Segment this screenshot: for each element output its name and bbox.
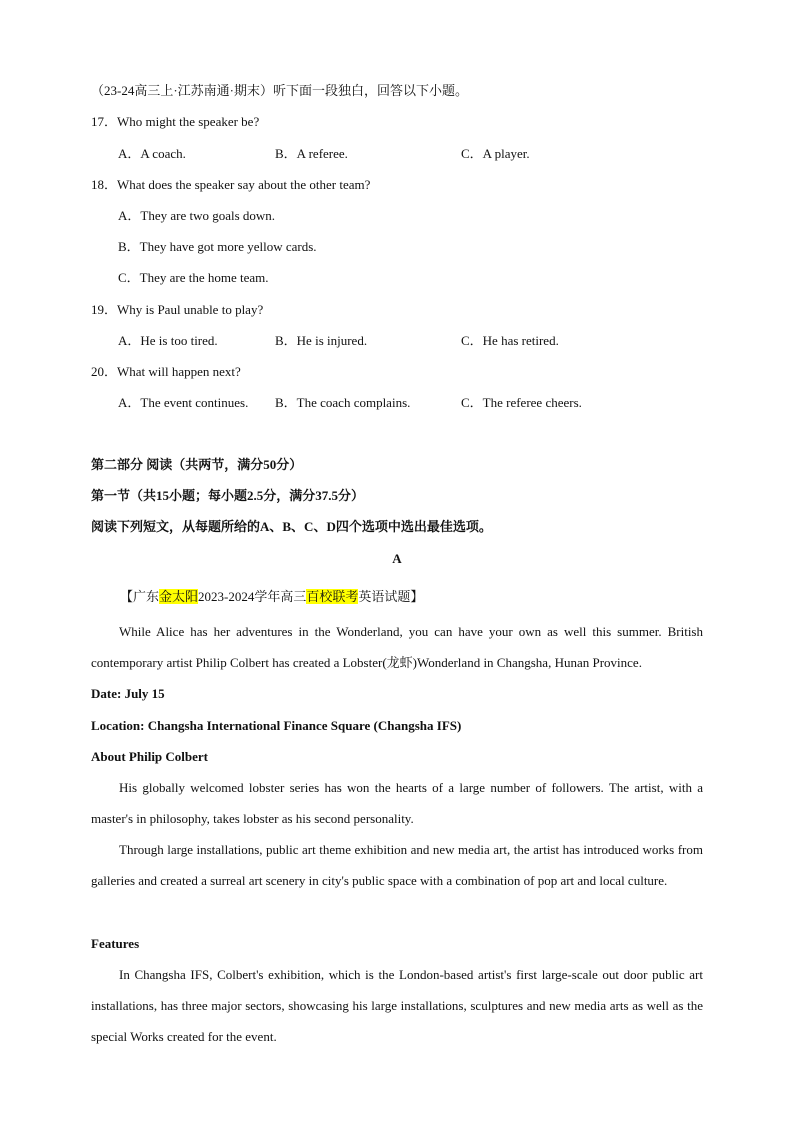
- q18-option-c: C．They are the home team.: [118, 270, 269, 285]
- question-18: 18．What does the speaker say about the other team?: [91, 177, 371, 192]
- source-bracket-close: 】: [410, 589, 424, 604]
- event-date: Date: July 15: [91, 686, 165, 701]
- features-heading: Features: [91, 936, 140, 951]
- listening-intro: （23-24高三上·江苏南通·期末）听下面一段独白，回答以下小题。: [91, 83, 468, 98]
- about-heading: About Philip Colbert: [91, 749, 209, 764]
- q17-option-b: B．A referee.: [275, 146, 348, 161]
- q19-option-a: A．He is too tired.: [118, 333, 218, 348]
- source-bracket-open: 【: [120, 589, 134, 604]
- source-highlight-1: 金太阳: [159, 589, 199, 604]
- q17-option-a: A．A coach.: [118, 146, 186, 161]
- about-paragraph-2: Through large installations, public art theme exhibition and new media art, the artist has introduced works from galleries and created a surreal art scenery in city's public space with a combination of pop art and local culture.: [91, 842, 703, 888]
- q19-option-c: C．He has retired.: [461, 333, 559, 348]
- q20-option-a: A．The event continues.: [118, 395, 249, 410]
- source-highlight-2: 百校联考: [306, 589, 359, 604]
- part-title: 第二部分 阅读（共两节，满分50分）: [91, 457, 303, 472]
- question-20: 20．What will happen next?: [91, 364, 241, 379]
- passage-label: A: [392, 551, 402, 566]
- instruction: 阅读下列短文，从每题所给的A、B、C、D四个选项中选出最佳选项。: [91, 519, 492, 534]
- q18-option-b: B．They have got more yellow cards.: [118, 239, 317, 254]
- source-part-3: 英语试题: [358, 589, 411, 604]
- question-17: 17．Who might the speaker be?: [91, 114, 260, 129]
- source-line: [120, 588, 423, 606]
- features-paragraph-1: In Changsha IFS, Colbert's exhibition, which is the London-based artist's first large-scale out door public art installations, has three major sectors, showcasing his large installations, sculptures and new media arts as well as the special Works created for the event.: [91, 967, 703, 1044]
- q20-option-b: B．The coach complains.: [275, 395, 411, 410]
- event-location: Location: Changsha International Finance Square (Changsha IFS): [91, 718, 462, 733]
- q17-option-c: C．A player.: [461, 146, 530, 161]
- q20-option-c: C．The referee cheers.: [461, 395, 582, 410]
- question-19: 19．Why is Paul unable to play?: [91, 302, 264, 317]
- source-part-2: 2023-2024学年高三: [198, 589, 307, 604]
- sub-title: 第一节（共15小题；每小题2.5分，满分37.5分）: [91, 488, 365, 503]
- passage-intro: While Alice has her adventures in the Wonderland, you can have your own as well this summer. British contemporary artist Philip Colbert has created a Lobster(龙虾)Wonderland in Changsha, Hunan Province.: [91, 624, 703, 670]
- q19-option-b: B．He is injured.: [275, 333, 368, 348]
- about-paragraph-1: His globally welcomed lobster series has won the hearts of a large number of followers. The artist, with a master's in philosophy, takes lobster as his second personality.: [91, 780, 703, 826]
- source-part-1: 广东: [133, 589, 160, 604]
- q18-option-a: A．They are two goals down.: [118, 208, 276, 223]
